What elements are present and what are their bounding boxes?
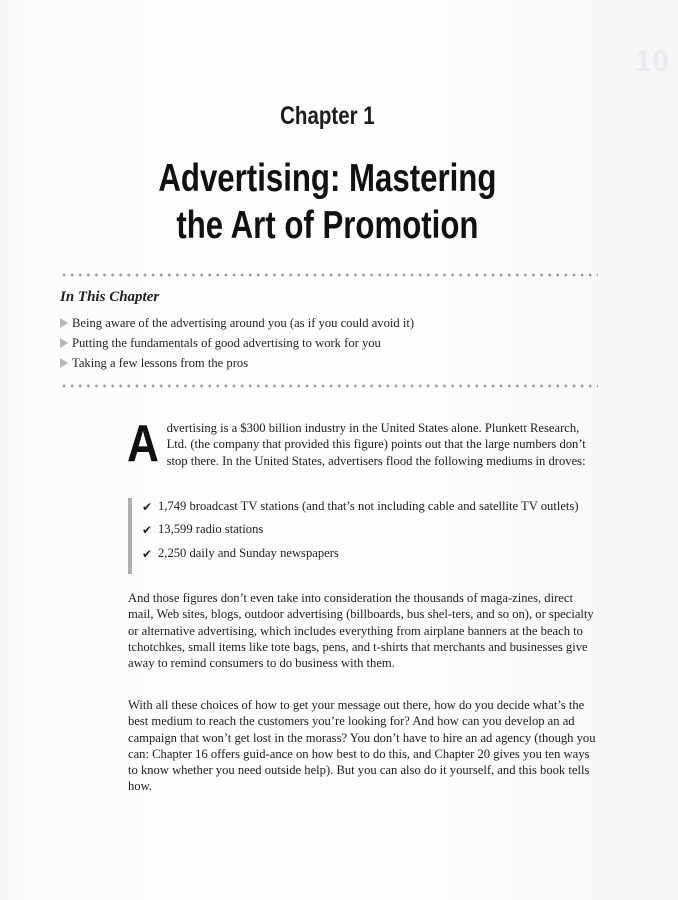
checkmark-icon: ✔ — [142, 523, 153, 538]
bullet-list-bar — [128, 498, 132, 574]
list-item — [60, 313, 414, 333]
list-item — [142, 498, 598, 514]
chapter-label: Chapter 1 — [280, 102, 375, 130]
list-item-text: 2,250 daily and Sunday newspapers — [158, 545, 339, 560]
list-item — [60, 333, 414, 353]
triangle-bullet-icon — [60, 358, 68, 368]
in-this-chapter-list — [60, 313, 414, 373]
list-item-text: Putting the fundamentals of good advertising to work for you — [72, 336, 381, 350]
checkmark-icon: ✔ — [142, 546, 153, 561]
list-item — [142, 545, 598, 561]
paragraph-3: With all these choices of how to get your message out there, how do you decide what’s the best medium to reach the customers you’re looking for? And how can you develop an ad campaign that won’t get lost in the morass? You don’t have to hire an ad agency (though you can: Chapter 16 offers guid-ance on how best to do this, and Chapter 20 gives you ten ways to know whether you need outside help). But you can also do it yourself, and this book tells how. — [128, 698, 596, 794]
bleed-through-page-number: 10 — [634, 45, 670, 78]
chapter-title-line-1: Advertising: Mastering — [158, 157, 497, 200]
dotted-divider-bottom — [60, 384, 598, 388]
list-item-text: 1,749 broadcast TV stations (and that’s not including cable and satellite TV outlets) — [158, 499, 579, 513]
list-item-text: Taking a few lessons from the pros — [72, 356, 249, 370]
list-item — [142, 521, 598, 537]
list-item-text: Being aware of the advertising around you (as if you could avoid it) — [72, 316, 415, 330]
drop-cap: A — [127, 415, 159, 473]
triangle-bullet-icon — [60, 338, 68, 348]
intro-paragraph — [127, 415, 598, 473]
intro-text: dvertising is a $300 billion industry in the United States alone. Plunkett Research, Ltd. (the company that provided this figure) points out that the large numbers don’t stop there. In the United States, advertisers flood the following mediums in droves: — [166, 421, 586, 468]
paragraph-2: And those figures don’t even take into consideration the thousands of maga-zines, direct mail, Web sites, blogs, outdoor advertising (billboards, bus shel-ters, and so on), or specialty or alternative advertising, which includes everything from airplane banners at the beach to tchotchkes, small items like tote bags, pens, and t-shirts that merchants and businesses give away to remind consumers to do business with them. — [128, 591, 594, 671]
chapter-title — [65, 155, 589, 249]
triangle-bullet-icon — [60, 318, 68, 328]
in-this-chapter-heading: In This Chapter — [60, 289, 160, 305]
checkmark-icon: ✔ — [142, 500, 153, 514]
list-item — [60, 353, 414, 373]
list-item-text: 13,599 radio stations — [158, 522, 264, 537]
dotted-divider-top — [60, 273, 598, 277]
chapter-title-line-2: the Art of Promotion — [176, 204, 479, 247]
bullet-list — [128, 498, 598, 568]
